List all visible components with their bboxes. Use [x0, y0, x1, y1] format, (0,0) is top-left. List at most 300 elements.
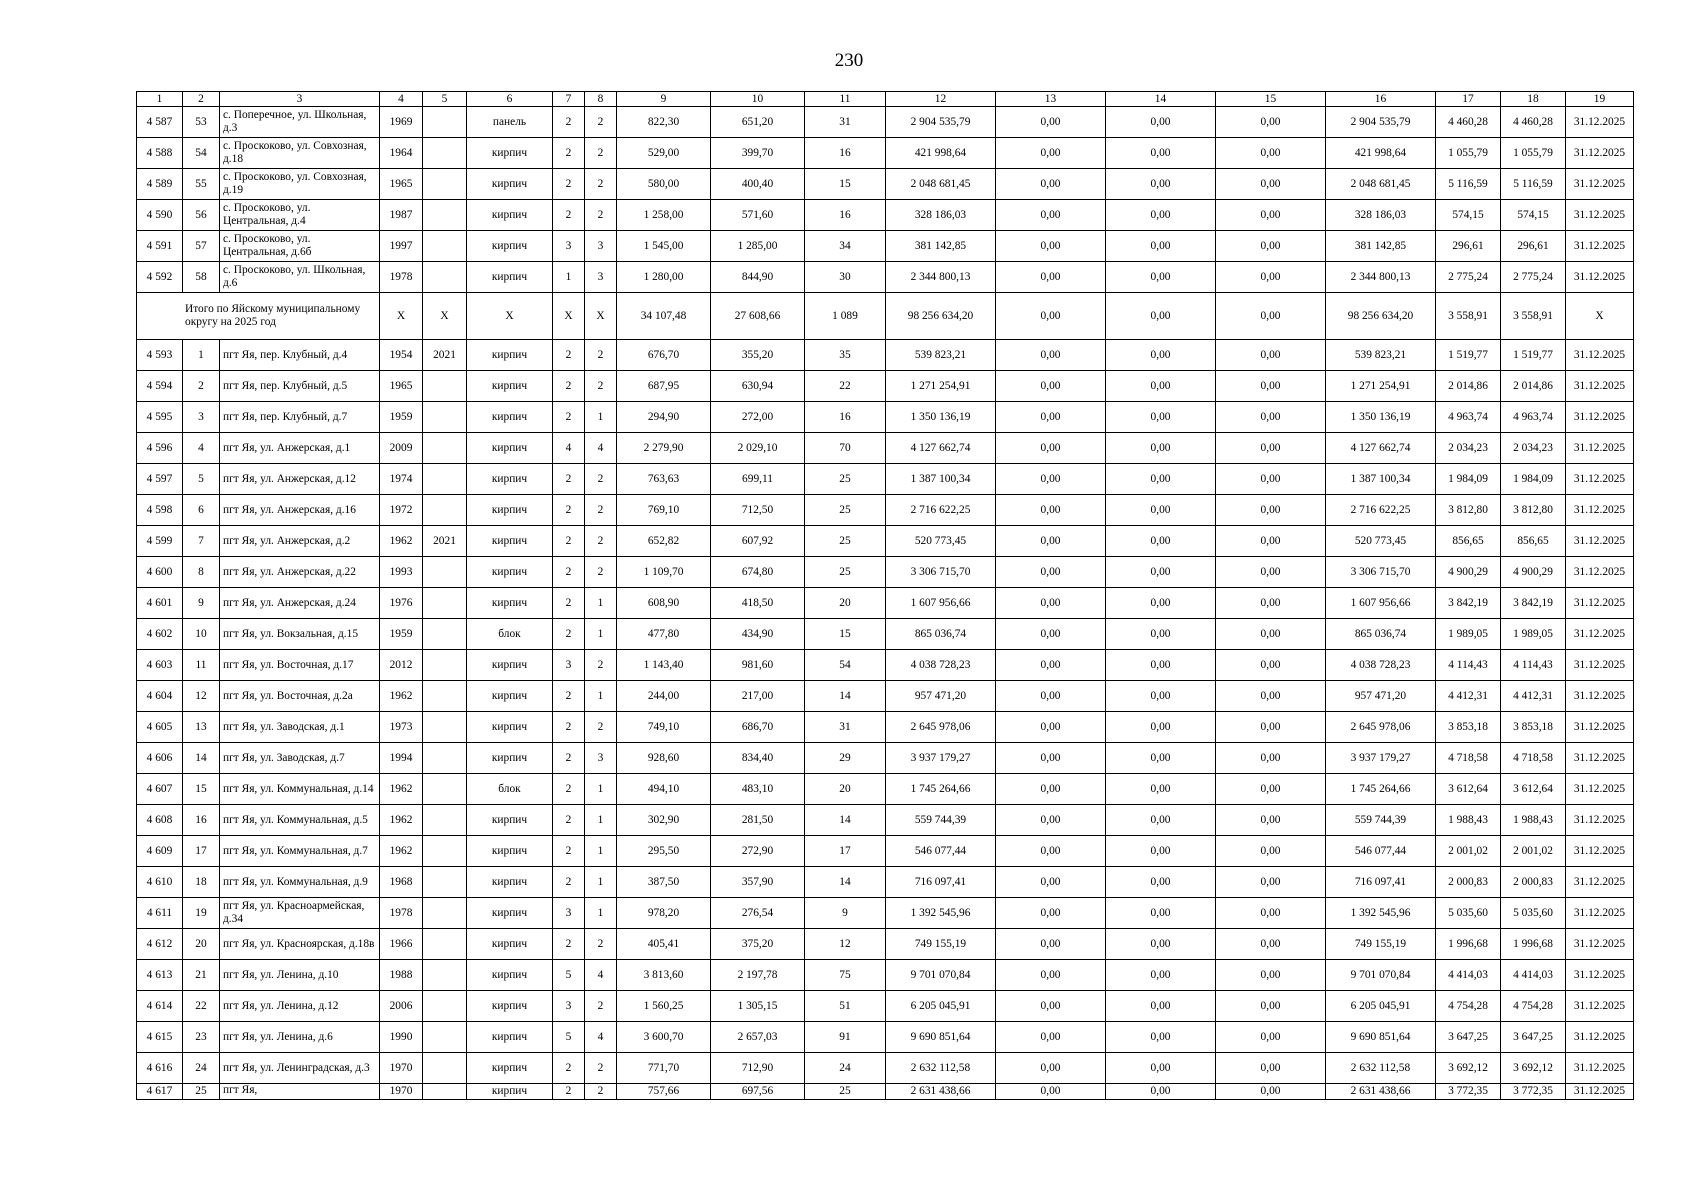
table-cell: 3 306 715,70 — [886, 557, 996, 588]
table-cell: 1 — [585, 836, 617, 867]
table-cell: 2 — [585, 169, 617, 200]
table-cell: 0,00 — [1106, 774, 1216, 805]
table-cell: кирпич — [467, 743, 553, 774]
table-cell: 3 853,18 — [1501, 712, 1566, 743]
table-cell: 381 142,85 — [886, 231, 996, 262]
table-cell: 2 — [553, 619, 585, 650]
table-cell: 375,20 — [711, 929, 805, 960]
table-cell: 2 — [553, 588, 585, 619]
address-cell: пгт Яя, ул. Коммунальная, д.5 — [220, 805, 380, 836]
table-cell: 4 596 — [137, 433, 183, 464]
table-cell: 0,00 — [1106, 402, 1216, 433]
table-cell: 0,00 — [1216, 619, 1326, 650]
table-cell: 2 — [553, 107, 585, 138]
total-cell: X — [467, 293, 553, 340]
table-cell: 1965 — [380, 371, 423, 402]
table-cell — [423, 402, 467, 433]
table-cell: 328 186,03 — [1326, 200, 1436, 231]
table-cell: 4 615 — [137, 1022, 183, 1053]
table-cell: 1 280,00 — [617, 262, 711, 293]
table-cell: 31.12.2025 — [1566, 231, 1634, 262]
table-cell: 14 — [805, 805, 886, 836]
table-cell: 3 647,25 — [1436, 1022, 1501, 1053]
table-cell: кирпич — [467, 712, 553, 743]
table-cell: 769,10 — [617, 495, 711, 526]
table-cell: 2 — [585, 138, 617, 169]
table-cell: 4 602 — [137, 619, 183, 650]
table-cell: 651,20 — [711, 107, 805, 138]
table-cell: 574,15 — [1436, 200, 1501, 231]
table-cell: 1962 — [380, 836, 423, 867]
address-cell: с. Проскоково, ул. Школьная, д.6 — [220, 262, 380, 293]
table-cell: 2 631 438,66 — [886, 1084, 996, 1100]
table-cell: 0,00 — [996, 1084, 1106, 1100]
table-cell: 2 632 112,58 — [886, 1053, 996, 1084]
table-cell: 3 600,70 — [617, 1022, 711, 1053]
table-cell: 749,10 — [617, 712, 711, 743]
address-cell: пгт Яя, ул. Восточная, д.17 — [220, 650, 380, 681]
table-cell: 1 055,79 — [1501, 138, 1566, 169]
table-cell: 0,00 — [996, 557, 1106, 588]
table-cell: 0,00 — [1106, 867, 1216, 898]
table-cell: кирпич — [467, 991, 553, 1022]
table-cell: 1 989,05 — [1436, 619, 1501, 650]
table-cell: 3 — [585, 743, 617, 774]
table-cell: 357,90 — [711, 867, 805, 898]
table-cell: 0,00 — [996, 200, 1106, 231]
total-cell: 27 608,66 — [711, 293, 805, 340]
table-cell: 2 — [553, 929, 585, 960]
table-cell: 1 285,00 — [711, 231, 805, 262]
table-cell: 4 589 — [137, 169, 183, 200]
table-cell: 0,00 — [1106, 681, 1216, 712]
table-cell — [423, 433, 467, 464]
table-cell: 4 614 — [137, 991, 183, 1022]
table-cell: 520 773,45 — [1326, 526, 1436, 557]
table-cell: 5 035,60 — [1501, 898, 1566, 929]
table-cell: 31.12.2025 — [1566, 619, 1634, 650]
table-cell: кирпич — [467, 169, 553, 200]
table-cell: 31.12.2025 — [1566, 960, 1634, 991]
table-cell — [423, 588, 467, 619]
table-cell: 2 657,03 — [711, 1022, 805, 1053]
address-cell: с. Проскоково, ул. Центральная, д.6б — [220, 231, 380, 262]
table-cell: 5 — [553, 960, 585, 991]
table-cell: 1 607 956,66 — [886, 588, 996, 619]
address-cell: пгт Яя, ул. Ленина, д.6 — [220, 1022, 380, 1053]
table-cell: 981,60 — [711, 650, 805, 681]
table-cell: 14 — [805, 867, 886, 898]
table-cell: 4 900,29 — [1436, 557, 1501, 588]
table-cell: 1 — [585, 774, 617, 805]
table-cell: 2 716 622,25 — [1326, 495, 1436, 526]
table-cell: 400,40 — [711, 169, 805, 200]
column-number-header: 18 — [1501, 92, 1566, 107]
table-cell: 477,80 — [617, 619, 711, 650]
table-cell: 31.12.2025 — [1566, 169, 1634, 200]
table-cell: 3 812,80 — [1436, 495, 1501, 526]
table-cell: кирпич — [467, 898, 553, 929]
table-cell: 21 — [183, 960, 220, 991]
table-cell: 2 631 438,66 — [1326, 1084, 1436, 1100]
table-cell: 5 — [553, 1022, 585, 1053]
table-cell: 686,70 — [711, 712, 805, 743]
column-number-header: 6 — [467, 92, 553, 107]
table-cell: 0,00 — [1106, 588, 1216, 619]
table-cell: кирпич — [467, 836, 553, 867]
table-cell: 3 647,25 — [1501, 1022, 1566, 1053]
address-cell: пгт Яя, пер. Клубный, д.7 — [220, 402, 380, 433]
table-cell: 0,00 — [1216, 588, 1326, 619]
table-row — [137, 898, 1634, 929]
table-cell: 10 — [183, 619, 220, 650]
table-cell: 0,00 — [1106, 805, 1216, 836]
table-cell: 1 — [585, 867, 617, 898]
address-cell: пгт Яя, ул. Ленина, д.10 — [220, 960, 380, 991]
table-cell: 856,65 — [1501, 526, 1566, 557]
table-cell: 0,00 — [996, 340, 1106, 371]
table-cell: кирпич — [467, 262, 553, 293]
table-cell: 4 594 — [137, 371, 183, 402]
table-cell: 2 — [585, 650, 617, 681]
table-cell: 2 344 800,13 — [1326, 262, 1436, 293]
table-cell: 0,00 — [996, 650, 1106, 681]
table-cell: 0,00 — [1216, 433, 1326, 464]
table-cell: 31.12.2025 — [1566, 929, 1634, 960]
table-cell: 822,30 — [617, 107, 711, 138]
table-cell: 0,00 — [1216, 898, 1326, 929]
table-cell: 15 — [183, 774, 220, 805]
column-number-header: 11 — [805, 92, 886, 107]
table-cell: 0,00 — [996, 991, 1106, 1022]
table-cell: 6 205 045,91 — [1326, 991, 1436, 1022]
table-cell — [423, 231, 467, 262]
table-cell: 54 — [183, 138, 220, 169]
table-cell: 2 — [585, 107, 617, 138]
table-cell: 749 155,19 — [886, 929, 996, 960]
total-cell: 0,00 — [1216, 293, 1326, 340]
table-cell: 4 754,28 — [1501, 991, 1566, 1022]
column-number-header: 3 — [220, 92, 380, 107]
table-cell: 483,10 — [711, 774, 805, 805]
table-cell: 421 998,64 — [886, 138, 996, 169]
table-cell: 0,00 — [996, 464, 1106, 495]
table-cell: 14 — [805, 681, 886, 712]
table-cell: 687,95 — [617, 371, 711, 402]
table-cell: 0,00 — [996, 169, 1106, 200]
table-cell: 0,00 — [996, 619, 1106, 650]
table-cell: 3 306 715,70 — [1326, 557, 1436, 588]
table-cell: 1 560,25 — [617, 991, 711, 1022]
table-cell: 2 — [585, 929, 617, 960]
table-row — [137, 371, 1634, 402]
table-cell: 0,00 — [1216, 200, 1326, 231]
table-cell: 16 — [183, 805, 220, 836]
table-cell: 31.12.2025 — [1566, 743, 1634, 774]
table-cell — [423, 169, 467, 200]
column-number-header: 14 — [1106, 92, 1216, 107]
table-cell: 4 609 — [137, 836, 183, 867]
table-cell: кирпич — [467, 371, 553, 402]
table-cell: 1972 — [380, 495, 423, 526]
table-cell: 1954 — [380, 340, 423, 371]
table-cell: 865 036,74 — [886, 619, 996, 650]
table-row — [137, 619, 1634, 650]
total-cell: X — [553, 293, 585, 340]
table-cell: 1962 — [380, 774, 423, 805]
table-cell: 2 048 681,45 — [886, 169, 996, 200]
table-cell: 1 745 264,66 — [886, 774, 996, 805]
table-cell: 539 823,21 — [886, 340, 996, 371]
total-cell: 98 256 634,20 — [886, 293, 996, 340]
address-cell: пгт Яя, ул. Анжерская, д.12 — [220, 464, 380, 495]
table-cell: 0,00 — [1216, 340, 1326, 371]
table-cell: 4 600 — [137, 557, 183, 588]
table-cell: 1 545,00 — [617, 231, 711, 262]
table-cell: 856,65 — [1436, 526, 1501, 557]
table-cell: 520 773,45 — [886, 526, 996, 557]
table-cell — [423, 1022, 467, 1053]
table-cell: 55 — [183, 169, 220, 200]
table-cell: 0,00 — [996, 960, 1106, 991]
table-cell: 31.12.2025 — [1566, 712, 1634, 743]
table-cell: 0,00 — [1106, 712, 1216, 743]
table-cell: 1 — [585, 402, 617, 433]
column-number-header: 5 — [423, 92, 467, 107]
table-cell: 2 904 535,79 — [886, 107, 996, 138]
table-cell: 3 612,64 — [1501, 774, 1566, 805]
table-row — [137, 712, 1634, 743]
address-cell: пгт Яя, ул. Коммунальная, д.14 — [220, 774, 380, 805]
column-number-header: 13 — [996, 92, 1106, 107]
table-cell: 20 — [805, 588, 886, 619]
table-cell: 0,00 — [1106, 464, 1216, 495]
table-cell: 2 645 978,06 — [886, 712, 996, 743]
table-cell: 4 588 — [137, 138, 183, 169]
table-cell: 0,00 — [1216, 650, 1326, 681]
table-cell: кирпич — [467, 557, 553, 588]
total-cell: X — [585, 293, 617, 340]
table-cell: 4 595 — [137, 402, 183, 433]
table-cell: 3 842,19 — [1436, 588, 1501, 619]
table-cell: 434,90 — [711, 619, 805, 650]
table-cell: 0,00 — [996, 774, 1106, 805]
table-cell: 1968 — [380, 867, 423, 898]
table-cell: 716 097,41 — [886, 867, 996, 898]
table-cell: 2 — [553, 1084, 585, 1100]
table-cell: 15 — [805, 169, 886, 200]
table-cell: 757,66 — [617, 1084, 711, 1100]
table-cell: 0,00 — [1216, 1084, 1326, 1100]
table-cell: 3 — [183, 402, 220, 433]
table-cell: 0,00 — [1216, 1053, 1326, 1084]
table-cell: 4 608 — [137, 805, 183, 836]
table-cell: 2 — [553, 867, 585, 898]
table-cell: 699,11 — [711, 464, 805, 495]
address-cell: пгт Яя, ул. Красноярская, д.18в — [220, 929, 380, 960]
table-cell: 2 — [553, 371, 585, 402]
table-cell: 9 690 851,64 — [886, 1022, 996, 1053]
table-cell: 296,61 — [1436, 231, 1501, 262]
table-cell: 31 — [805, 107, 886, 138]
table-cell: 31.12.2025 — [1566, 138, 1634, 169]
table-cell: 4 754,28 — [1436, 991, 1501, 1022]
table-cell: 31.12.2025 — [1566, 526, 1634, 557]
table-cell: 574,15 — [1501, 200, 1566, 231]
table-cell: 0,00 — [996, 107, 1106, 138]
page-number: 230 — [834, 50, 864, 71]
table-cell: 31.12.2025 — [1566, 836, 1634, 867]
table-cell: 0,00 — [996, 433, 1106, 464]
table-cell: кирпич — [467, 231, 553, 262]
table-cell: 4 414,03 — [1436, 960, 1501, 991]
table-cell: 4 963,74 — [1436, 402, 1501, 433]
table-cell: панель — [467, 107, 553, 138]
table-cell: 865 036,74 — [1326, 619, 1436, 650]
table-cell: 18 — [183, 867, 220, 898]
total-cell: 1 089 — [805, 293, 886, 340]
table-cell: 0,00 — [1216, 774, 1326, 805]
table-cell: 1988 — [380, 960, 423, 991]
table-cell: 0,00 — [1106, 231, 1216, 262]
table-cell: 1970 — [380, 1053, 423, 1084]
table-cell: 4 613 — [137, 960, 183, 991]
table-cell: 0,00 — [1216, 805, 1326, 836]
table-row — [137, 960, 1634, 991]
column-number-header: 1 — [137, 92, 183, 107]
table-cell: 0,00 — [1216, 138, 1326, 169]
table-cell: 2009 — [380, 433, 423, 464]
table-cell: кирпич — [467, 340, 553, 371]
table-cell: 1 350 136,19 — [886, 402, 996, 433]
table-cell: 3 853,18 — [1436, 712, 1501, 743]
address-cell: пгт Яя, ул. Заводская, д.1 — [220, 712, 380, 743]
table-cell: 2021 — [423, 526, 467, 557]
table-cell: 957 471,20 — [1326, 681, 1436, 712]
table-cell: 2 344 800,13 — [886, 262, 996, 293]
table-cell: 2 — [553, 836, 585, 867]
table-cell: 1 350 136,19 — [1326, 402, 1436, 433]
table-cell: 2 — [585, 557, 617, 588]
table-cell: 749 155,19 — [1326, 929, 1436, 960]
table-cell: 25 — [805, 526, 886, 557]
table-cell: 4 460,28 — [1436, 107, 1501, 138]
table-cell: 1 — [585, 619, 617, 650]
table-cell: кирпич — [467, 929, 553, 960]
table-cell: 1 — [585, 805, 617, 836]
table-row — [137, 774, 1634, 805]
table-row — [137, 681, 1634, 712]
table-cell: 7 — [183, 526, 220, 557]
table-cell: 1990 — [380, 1022, 423, 1053]
table-cell: 771,70 — [617, 1053, 711, 1084]
table-row — [137, 526, 1634, 557]
table-cell: 31.12.2025 — [1566, 464, 1634, 495]
table-cell: 4 460,28 — [1501, 107, 1566, 138]
column-number-header: 10 — [711, 92, 805, 107]
table-cell: 31.12.2025 — [1566, 1022, 1634, 1053]
table-row — [137, 1022, 1634, 1053]
table-cell: 0,00 — [996, 898, 1106, 929]
address-cell: с. Проскоково, ул. Центральная, д.4 — [220, 200, 380, 231]
table-cell: 2 632 112,58 — [1326, 1053, 1436, 1084]
total-cell: 3 558,91 — [1436, 293, 1501, 340]
table-cell: 1994 — [380, 743, 423, 774]
table-cell: 1962 — [380, 526, 423, 557]
address-cell: пгт Яя, ул. Коммунальная, д.7 — [220, 836, 380, 867]
table-cell: 0,00 — [1216, 1022, 1326, 1053]
table-cell: 0,00 — [1216, 836, 1326, 867]
table-cell: 29 — [805, 743, 886, 774]
table-cell: блок — [467, 774, 553, 805]
table-cell: 31.12.2025 — [1566, 495, 1634, 526]
table-cell: 0,00 — [996, 138, 1106, 169]
table-cell: 4 598 — [137, 495, 183, 526]
table-cell — [423, 200, 467, 231]
table-cell: 11 — [183, 650, 220, 681]
table-row — [137, 495, 1634, 526]
table-cell: 2021 — [423, 340, 467, 371]
table-cell: 763,63 — [617, 464, 711, 495]
table-cell: 2 — [553, 681, 585, 712]
table-cell: 2 — [585, 371, 617, 402]
table-cell: 1 607 956,66 — [1326, 588, 1436, 619]
table-cell: 4 114,43 — [1436, 650, 1501, 681]
table-cell: 3 842,19 — [1501, 588, 1566, 619]
table-cell: 296,61 — [1501, 231, 1566, 262]
table-cell: 4 127 662,74 — [1326, 433, 1436, 464]
table-cell: 1 996,68 — [1501, 929, 1566, 960]
table-cell: 1 271 254,91 — [886, 371, 996, 402]
table-cell: 3 937 179,27 — [886, 743, 996, 774]
address-cell: пгт Яя, ул. Восточная, д.2а — [220, 681, 380, 712]
table-cell: 0,00 — [996, 805, 1106, 836]
table-cell: 4 597 — [137, 464, 183, 495]
table-cell: 2 — [553, 774, 585, 805]
table-cell: 31.12.2025 — [1566, 681, 1634, 712]
table-cell: 25 — [805, 464, 886, 495]
table-cell: 2 — [553, 526, 585, 557]
table-cell: кирпич — [467, 433, 553, 464]
table-cell: 1973 — [380, 712, 423, 743]
table-cell: 31.12.2025 — [1566, 433, 1634, 464]
table-cell: 2 716 622,25 — [886, 495, 996, 526]
table-cell: 5 — [183, 464, 220, 495]
table-cell: 31.12.2025 — [1566, 340, 1634, 371]
table-cell: 1987 — [380, 200, 423, 231]
table-cell — [423, 898, 467, 929]
table-cell: 0,00 — [1106, 929, 1216, 960]
table-cell: 31.12.2025 — [1566, 805, 1634, 836]
address-cell: пгт Яя, ул. Анжерская, д.16 — [220, 495, 380, 526]
table-cell — [423, 929, 467, 960]
table-cell: 2 001,02 — [1436, 836, 1501, 867]
table-cell: 4 414,03 — [1501, 960, 1566, 991]
table-cell: 244,00 — [617, 681, 711, 712]
table-cell: 2 — [585, 464, 617, 495]
table-cell: 0,00 — [1216, 464, 1326, 495]
table-cell: 674,80 — [711, 557, 805, 588]
table-cell: 1 143,40 — [617, 650, 711, 681]
table-cell: 834,40 — [711, 743, 805, 774]
table-cell: 17 — [805, 836, 886, 867]
table-cell: 0,00 — [1106, 200, 1216, 231]
table-cell — [423, 619, 467, 650]
table-row — [137, 340, 1634, 371]
table-cell: 17 — [183, 836, 220, 867]
table-cell: 0,00 — [1216, 526, 1326, 557]
table-cell: 4 593 — [137, 340, 183, 371]
